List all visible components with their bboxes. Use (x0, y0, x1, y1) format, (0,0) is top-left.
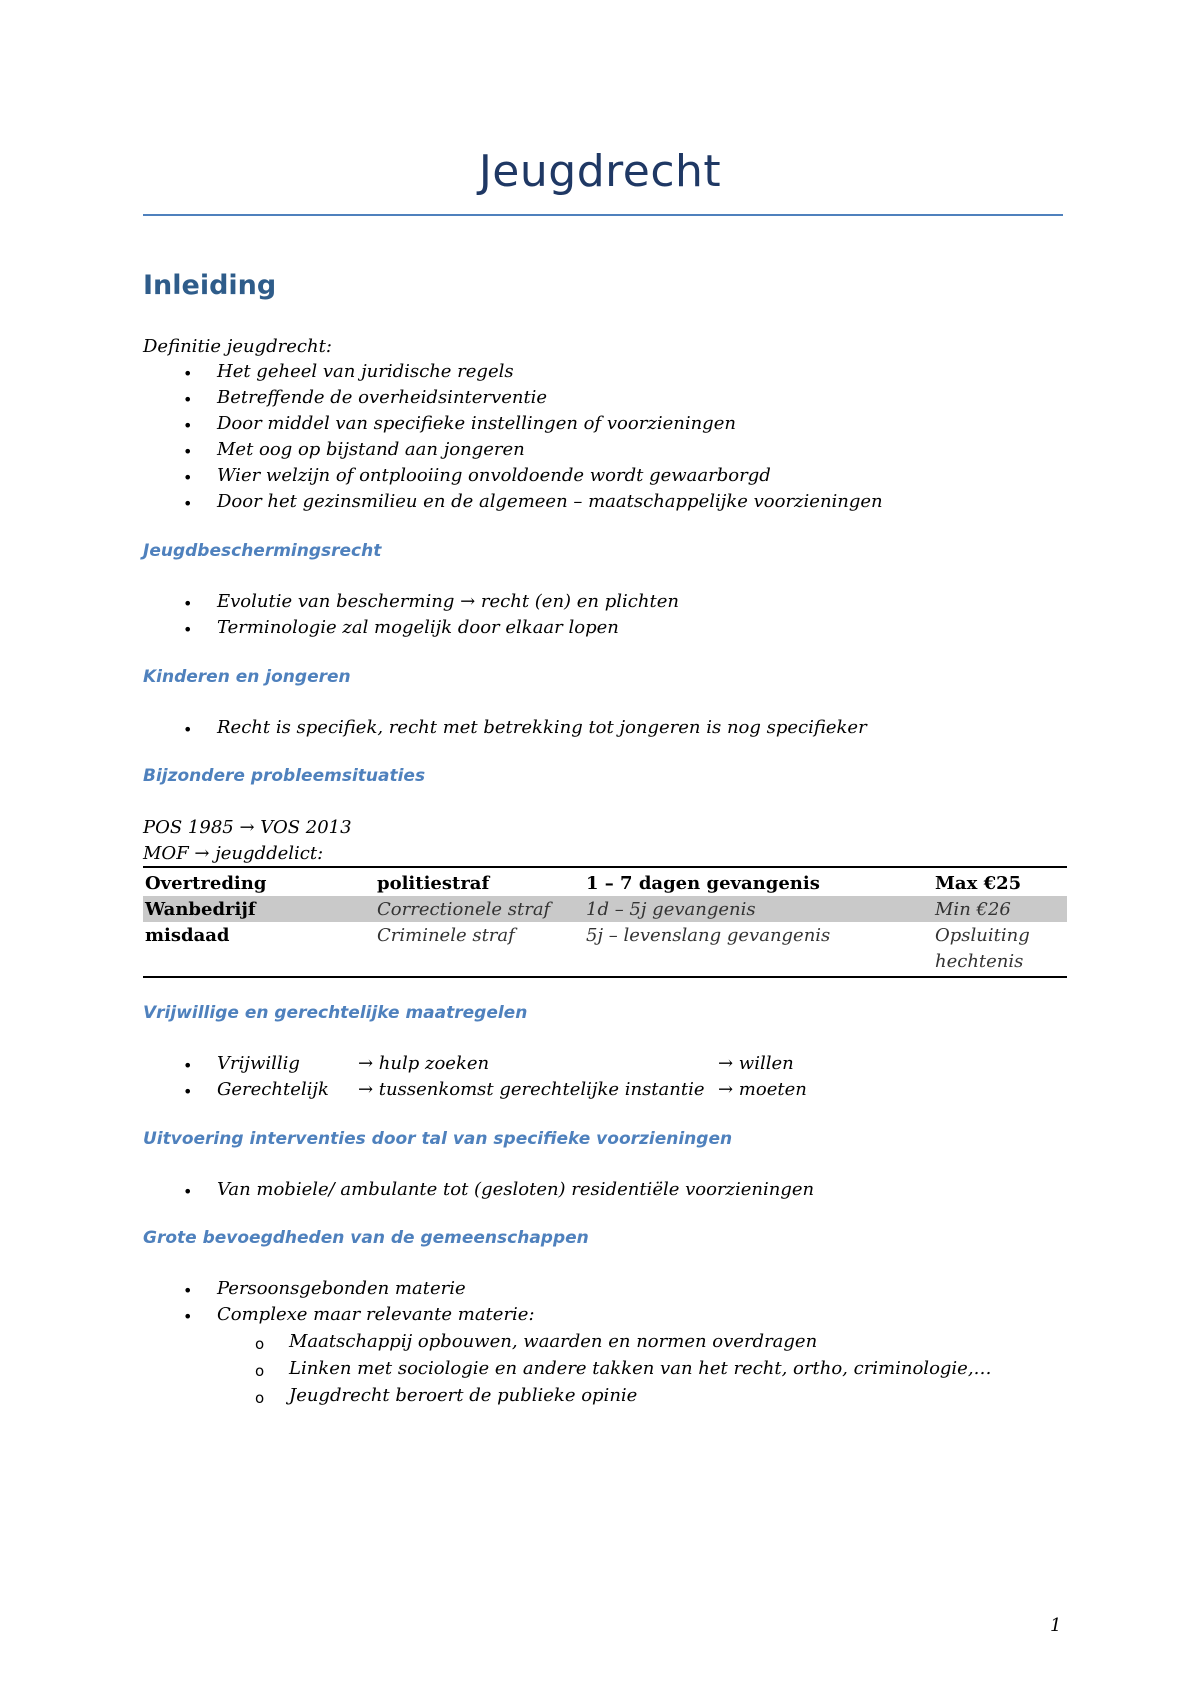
measure-description: → hulp zoeken (358, 1053, 490, 1074)
bullet: • (183, 1082, 193, 1101)
list-item: Complexe maar relevante materie: (217, 1304, 535, 1325)
measure-type: Vrijwillig (217, 1053, 300, 1074)
sub-list-item: Maatschappij opbouwen, waarden en normen overdragen (289, 1331, 818, 1352)
sub-list-item: Jeugdrecht beroert de publieke opinie (289, 1385, 638, 1406)
bullet: • (183, 720, 193, 739)
subheading-bevoegdheden: Grote bevoegdheden van de gemeenschappen (143, 1228, 589, 1248)
subheading-kinderen: Kinderen en jongeren (143, 667, 351, 687)
sub-bullet: o (255, 1335, 265, 1353)
table-cell: Criminele straf (377, 925, 515, 946)
subheading-uitvoering: Uitvoering interventies door tal van specifieke voorzieningen (143, 1129, 733, 1149)
measure-description: → tussenkomst gerechtelijke instantie (358, 1079, 705, 1100)
table-cell: Correctionele straf (377, 899, 551, 920)
table-cell: Max €25 (935, 873, 1022, 894)
list-item: Door het gezinsmilieu en de algemeen – maatschappelijke voorzieningen (217, 491, 883, 512)
table-cell: 1d – 5j gevangenis (586, 899, 756, 920)
subheading-bijzondere: Bijzondere probleemsituaties (143, 766, 426, 786)
subheading-maatregelen: Vrijwillige en gerechtelijke maatregelen (143, 1003, 528, 1023)
bullet: • (183, 1281, 193, 1300)
list-item: Recht is specifiek, recht met betrekking tot jongeren is nog specifieker (217, 717, 867, 738)
table-cell: politiestraf (377, 873, 490, 894)
text-line: POS 1985 → VOS 2013 (143, 817, 352, 838)
table-cell: Wanbedrijf (145, 899, 256, 920)
list-item: Van mobiele/ ambulante tot (gesloten) residentiële voorzieningen (217, 1179, 815, 1200)
list-item: Door middel van specifieke instellingen of voorzieningen (217, 413, 736, 434)
subheading-jeugdbescherming: Jeugdbeschermingsrecht (143, 541, 382, 561)
bullet: • (183, 416, 193, 435)
table-cell: 5j – levenslang gevangenis (586, 925, 831, 946)
bullet: • (183, 594, 193, 613)
list-item: Het geheel van juridische regels (217, 361, 514, 382)
bullet: • (183, 1307, 193, 1326)
table-cell: Min €26 (935, 899, 1011, 920)
page-number: 1 (1050, 1615, 1062, 1636)
sub-bullet: o (255, 1389, 265, 1407)
bullet: • (183, 390, 193, 409)
table-cell: 1 – 7 dagen gevangenis (586, 873, 820, 894)
section-heading: Inleiding (143, 270, 277, 301)
list-item: Terminologie zal mogelijk door elkaar lopen (217, 617, 619, 638)
bullet: • (183, 494, 193, 513)
table-cell: misdaad (145, 925, 230, 946)
measure-result: → moeten (718, 1079, 807, 1100)
list-item: Betreffende de overheidsinterventie (217, 387, 548, 408)
measure-result: → willen (718, 1053, 794, 1074)
table-bottom-rule (143, 976, 1067, 978)
table-cell: Overtreding (145, 873, 267, 894)
bullet: • (183, 442, 193, 461)
text-line: MOF → jeugddelict: (143, 843, 324, 864)
definition-label: Definitie jeugdrecht: (143, 336, 332, 357)
sub-list-item: Linken met sociologie en andere takken van het recht, ortho, criminologie,… (289, 1358, 992, 1379)
table-cell: Opsluiting (935, 925, 1030, 946)
measure-type: Gerechtelijk (217, 1079, 329, 1100)
table-top-rule (143, 866, 1067, 868)
table-cell: hechtenis (935, 951, 1024, 972)
sub-bullet: o (255, 1362, 265, 1380)
document-title: Jeugdrecht (478, 146, 722, 197)
list-item: Met oog op bijstand aan jongeren (217, 439, 525, 460)
bullet: • (183, 620, 193, 639)
bullet: • (183, 364, 193, 383)
title-underline (143, 214, 1063, 216)
bullet: • (183, 1056, 193, 1075)
bullet: • (183, 1182, 193, 1201)
list-item: Wier welzijn of ontplooiing onvoldoende wordt gewaarborgd (217, 465, 771, 486)
list-item: Persoonsgebonden materie (217, 1278, 466, 1299)
bullet: • (183, 468, 193, 487)
list-item: Evolutie van bescherming → recht (en) en plichten (217, 591, 679, 612)
